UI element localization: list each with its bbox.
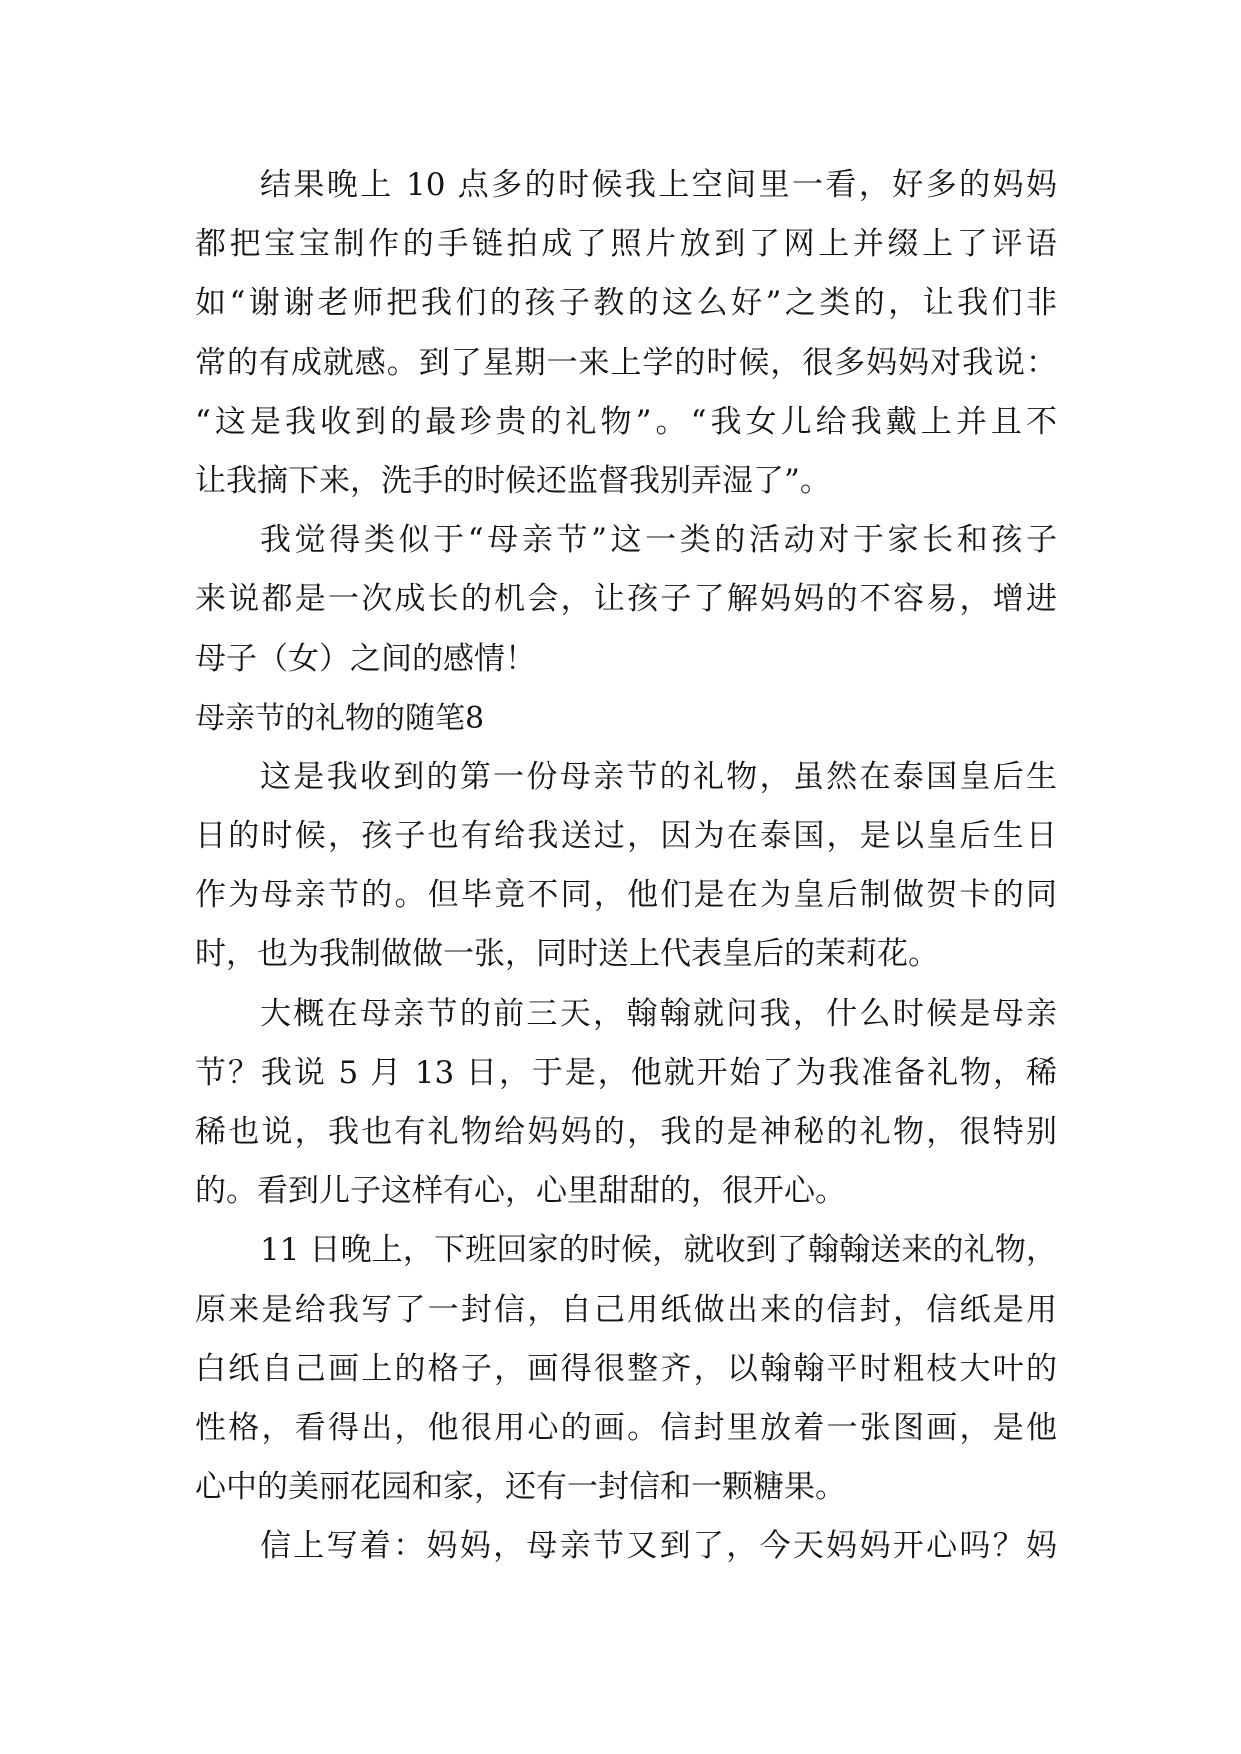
paragraph-line: 都把宝宝制作的手链拍成了照片放到了网上并缀上了评语	[195, 226, 1057, 263]
paragraph-line: 信上写着：妈妈，母亲节又到了，今天妈妈开心吗？妈	[260, 1528, 1057, 1565]
paragraph-line: 的。看到儿子这样有心，心里甜甜的，很开心。	[195, 1173, 846, 1210]
paragraph-line: 如“谢谢老师把我们的孩子教的这么好”之类的，让我们非	[195, 285, 1057, 322]
paragraph	[195, 1221, 1057, 1517]
paragraph-line: 作为母亲节的。但毕竟不同，他们是在为皇后制做贺卡的同	[195, 877, 1057, 914]
paragraph-line: 母子（女）之间的感情！	[195, 640, 536, 677]
paragraph-line: 白纸自己画上的格子，画得很整齐，以翰翰平时粗枝大叶的	[195, 1350, 1057, 1387]
paragraph-line: 日的时候，孩子也有给我送过，因为在泰国，是以皇后生日	[195, 818, 1057, 855]
paragraph	[195, 156, 1057, 511]
paragraph	[195, 1517, 1057, 1576]
paragraph-line: 结果晚上 10 点多的时候我上空间里一看，好多的妈妈	[260, 167, 1057, 203]
paragraph-line: 常的有成就感。到了星期一来上学的时候，很多妈妈对我说：	[195, 344, 1057, 381]
paragraph-line: 心中的美丽花园和家，还有一封信和一颗糖果。	[195, 1469, 846, 1506]
section-heading: 母亲节的礼物的随笔8	[195, 700, 485, 736]
paragraph-line: 我觉得类似于“母亲节”这一类的活动对于家长和孩子	[260, 522, 1057, 559]
paragraph-line: 11 日晚上，下班回家的时候，就收到了翰翰送来的礼物，	[260, 1232, 1057, 1269]
paragraph	[195, 985, 1057, 1222]
paragraph-line: 原来是给我写了一封信，自己用纸做出来的信封，信纸是用	[195, 1291, 1057, 1328]
paragraph	[195, 511, 1057, 689]
paragraph-line: 大概在母亲节的前三天，翰翰就问我，什么时候是母亲	[260, 995, 1057, 1032]
paragraph-line: 稀也说，我也有礼物给妈妈的，我的是神秘的礼物，很特别	[195, 1114, 1057, 1150]
paragraph	[195, 748, 1057, 985]
paragraph-line: 性格，看得出，他很用心的画。信封里放着一张图画，是他	[195, 1409, 1057, 1446]
paragraph-line: “这是我收到的最珍贵的礼物”。“我女儿给我戴上并且不	[195, 403, 1057, 440]
paragraph-line: 来说都是一次成长的机会，让孩子了解妈妈的不容易，增进	[195, 581, 1057, 618]
document-page	[195, 156, 1057, 1577]
paragraph-line: 这是我收到的第一份母亲节的礼物，虽然在泰国皇后生	[260, 758, 1057, 795]
paragraph-line: 节？我说 5 月 13 日，于是，他就开始了为我准备礼物，稀	[195, 1054, 1057, 1091]
paragraph-line: 时，也为我制做做一张，同时送上代表皇后的茉莉花。	[195, 936, 939, 973]
paragraph-line: 让我摘下来，洗手的时候还监督我别弄湿了”。	[195, 462, 831, 499]
